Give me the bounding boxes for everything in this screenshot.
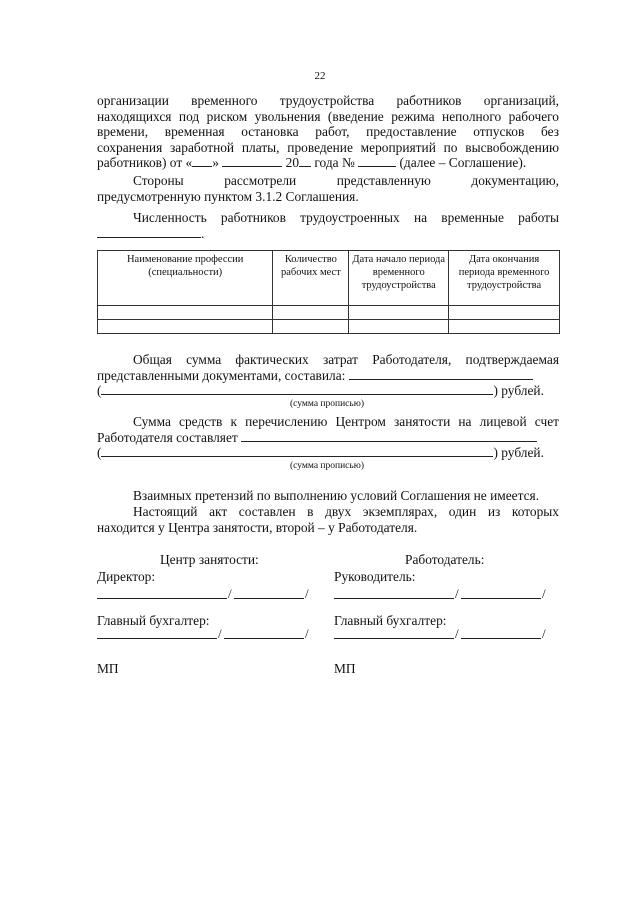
employer-accountant-name-line [461,638,541,639]
intro-line: сохранения заработной платы, проведение мероприятий по высвобождению [97,139,559,155]
seal-right: МП [334,661,356,676]
employer-accountant-label: Главный бухгалтер: [334,613,447,628]
intro-last-line [97,155,559,171]
open-paren: ( [97,383,102,398]
transfer-caption: (сумма прописью) [290,461,364,471]
costs-currency: ) рублей. [493,383,544,398]
employer-accountant-signature-line [334,638,454,639]
slash: / [228,586,232,601]
parties-paragraph [97,173,559,204]
copies-line: находится у Центра занятости, второй – у Работодателя. [97,519,418,535]
intro-line: организации временного трудоустройства работников организаций, [97,93,559,108]
slash: / [542,586,546,601]
manager-label: Руководитель: [334,569,416,584]
director-label: Директор: [97,569,156,584]
count-line: Численность работников трудоустроенных на временные работы [133,210,559,225]
intro-line: времени, временная остановка работ, предоставление отпусков без [97,124,559,139]
transfer-words-blank [101,445,493,457]
year-suffix: года № [314,155,355,170]
transfer-words-line [97,445,559,461]
table-cell [349,320,449,334]
costs-words-blank [101,383,493,395]
month-blank [222,155,282,167]
intro-line: находящихся под риском увольнения (введение режима неполного рабочего [97,108,559,124]
transfer-paragraph [97,414,559,461]
director-name-line [234,598,304,599]
quote-close: » [212,155,219,170]
slash: / [305,586,309,601]
year-blank [299,155,311,167]
date-prefix: работников) от « [97,155,193,170]
costs-amount-blank [349,368,533,380]
director-signature-line [97,598,227,599]
table-header-row [98,251,560,306]
accountant-signature-line [97,638,217,639]
intro-paragraph [97,93,559,171]
table-cell [98,306,273,320]
table-cell [449,320,560,334]
costs-words-line [97,383,559,399]
accountant-name-line [224,638,304,639]
transfer-line: Сумма средств к перечислению Центром занятости на лицевой счет [133,414,559,429]
costs-label: представленными документами, составила: [97,367,346,383]
copies-line: Настоящий акт составлен в двух экземплярах, один из которых [133,504,559,519]
slash: / [542,626,546,641]
costs-line: Общая сумма фактических затрат Работодателя, подтверждаемая [133,352,559,367]
employment-table [97,250,560,334]
employer-title: Работодатель: [405,552,485,567]
col-start-date: Дата начало периода временного трудоустройства [349,251,449,306]
table-row [98,320,560,334]
manager-name-line [461,598,541,599]
count-paragraph [97,210,559,241]
claims-paragraph [97,488,559,504]
table-cell [349,306,449,320]
day-blank [192,155,212,167]
slash: / [455,586,459,601]
col-end-date: Дата окончания периода временного трудоустройства [449,251,560,306]
page-number: 22 [314,70,326,82]
number-blank [358,155,396,167]
agreement-tail: (далее – Соглашение). [399,155,527,170]
table-row [98,306,560,320]
table-cell [449,306,560,320]
table-cell [273,320,349,334]
parties-line: предусмотренную пунктом 3.1.2 Соглашения. [97,188,359,204]
copies-paragraph [97,504,559,535]
accountant-label: Главный бухгалтер: [97,613,210,628]
count-blank [97,226,201,238]
slash: / [455,626,459,641]
costs-paragraph [97,352,559,399]
count-suffix: . [201,225,205,241]
transfer-line-2 [97,430,559,446]
seal-left: МП [97,661,119,676]
col-workplaces: Количество рабочих мест [273,251,349,306]
costs-line-2 [97,368,559,384]
transfer-currency: ) рублей. [493,445,544,460]
claims-line: Взаимных претензий по выполнению условий Соглашения не имеется. [133,488,540,503]
transfer-amount-blank [241,430,537,442]
slash: / [218,626,222,641]
year-prefix: 20 [285,155,300,170]
costs-caption: (сумма прописью) [290,399,364,409]
employment-center-title: Центр занятости: [160,552,259,567]
open-paren: ( [97,445,102,460]
parties-line: Стороны рассмотрели представленную документацию, [133,173,559,188]
slash: / [305,626,309,641]
table-cell [98,320,273,334]
count-blank-line [97,226,559,242]
transfer-label: Работодателя составляет [97,429,238,445]
manager-signature-line [334,598,454,599]
table-cell [273,306,349,320]
col-profession: Наименование профессии (специальности) [98,251,273,306]
